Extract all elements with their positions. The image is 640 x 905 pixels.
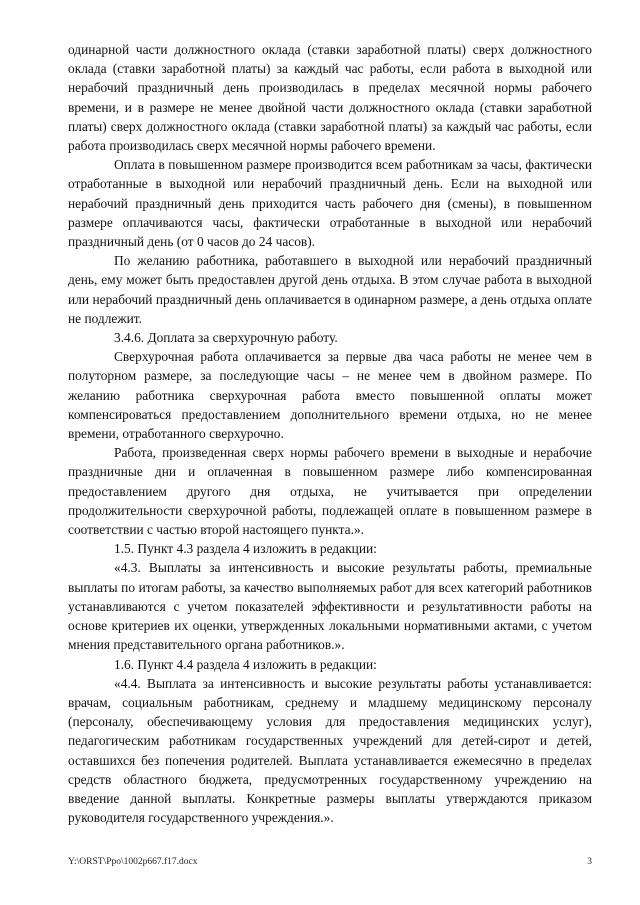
amendment-1-6: 1.6. Пункт 4.4 раздела 4 изложить в редакции: <box>114 656 377 672</box>
paragraph-4-3: «4.3. Выплаты за интенсивность и высокие результаты работы, премиальные выплаты по итогам работы, за качество выполняемых работ для всех категорий работников устанавливаются с учетом показателей эффективности и результативности работы на основе критериев их оценки, утвержденных локальными нормативными актами, с учетом мнения представительного органа работников.». <box>68 560 592 653</box>
paragraph-overtime-exclusion: Работа, произведенная сверх нормы рабочего времени в выходные и нерабочие праздничные дни и оплаченная в повышенном размере либо компенсированная предоставлением другого дня отдыха, не учитывается при определении продолжительности сверхурочной работы, подлежащей оплате в повышенном размере в соответствии с частью второй настоящего пункта.». <box>68 445 592 538</box>
amendment-1-5: 1.5. Пункт 4.3 раздела 4 изложить в редакции: <box>114 541 377 557</box>
page-number: 3 <box>587 857 592 867</box>
paragraph-increased-pay: Оплата в повышенном размере производится всем работникам за часы, фактически отработанные в выходной или нерабочий праздничный день. Если на выходной или нерабочий праздничный день приходится часть рабочего дня (смены), в повышенном размере оплачиваются часы, фактически отработанные в выходной или нерабочий праздничный день (от 0 часов до 24 часов). <box>68 157 592 250</box>
file-path: Y:\ORST\Ppo\1002p667.f17.docx <box>68 857 198 867</box>
section-heading-3-4-6: 3.4.6. Доплата за сверхурочную работу. <box>114 330 338 346</box>
document-page <box>68 40 592 827</box>
paragraph-overtime: Сверхурочная работа оплачивается за первые два часа работы не менее чем в полуторном размере, за последующие часы – не менее чем в двойном размере. По желанию работника сверхурочная работа вместо повышенной оплаты может компенсироваться предоставлением дополнительного времени отдыха, но не менее времени, отработанного сверхурочно. <box>68 349 592 442</box>
paragraph-day-off: По желанию работника, работавшего в выходной или нерабочий праздничный день, ему может быть предоставлен другой день отдыха. В этом случае работа в выходной или нерабочий праздничный день оплачивается в одинарном размере, а день отдыха оплате не подлежит. <box>68 253 592 326</box>
paragraph-continuation: одинарной части должностного оклада (ставки заработной платы) сверх должностного оклада (ставки заработной платы) за каждый час работы, если работа в выходной или нерабочий праздничный день производилась в пределах месячной нормы рабочего времени, и в размере не менее двойной части должностного оклада (ставки заработной платы) сверх должностного оклада (ставки заработной платы) за каждый час работы, если работа производилась сверх месячной нормы рабочего времени. <box>68 42 592 154</box>
paragraph-4-4: «4.4. Выплата за интенсивность и высокие результаты работы устанавливается: врачам, социальным работникам, среднему и младшему медицинскому персоналу (персоналу, обеспечивающему условия для предоставления медицинских услуг), педагогическим работникам государственных учреждений для детей-сирот и детей, оставшихся без попечения родителей. Выплата устанавливается ежемесячно в пределах средств областного бюджета, предусмотренных государственному учреждению на введение данной выплаты. Конкретные размеры выплаты утверждаются приказом руководителя государственного учреждения.». <box>68 675 592 826</box>
